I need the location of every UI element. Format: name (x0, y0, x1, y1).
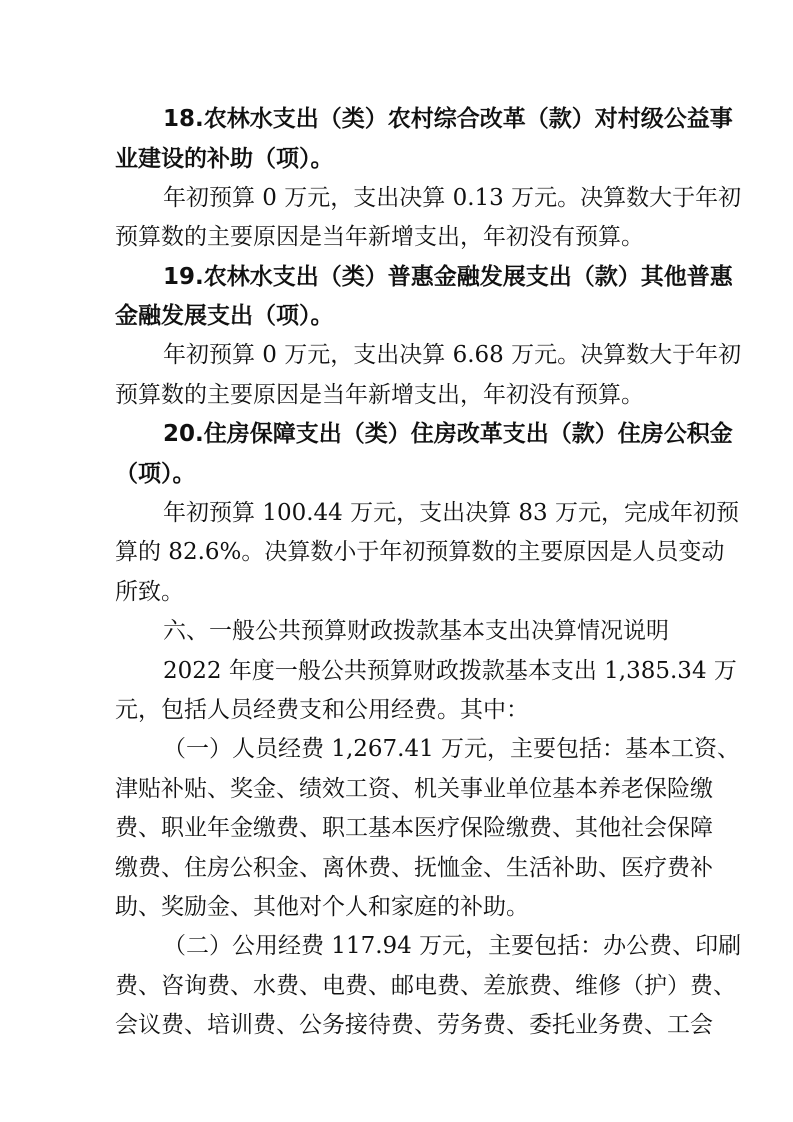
section-18-body-line-1: 年初预算 0 万元，支出决算 0.13 万元。决算数大于年初 (163, 185, 742, 211)
personnel-expense-line-4: 缴费、住房公积金、离休费、抚恤金、生活补助、医疗费补 (115, 855, 713, 881)
section-20-heading-line-1: 20.住房保障支出（类）住房改革支出（款）住房公积金 (163, 421, 733, 447)
section-6-heading: 六、一般公共预算财政拨款基本支出决算情况说明 (163, 618, 669, 644)
section-19-body-line-1: 年初预算 0 万元，支出决算 6.68 万元。决算数大于年初 (163, 342, 742, 368)
section-18-heading-line-2: 业建设的补助（项）。 (115, 146, 334, 172)
section-19-body-line-2: 预算数的主要原因是当年新增支出，年初没有预算。 (115, 382, 644, 408)
public-expense-line-3: 会议费、培训费、公务接待费、劳务费、委托业务费、工会 (115, 1012, 713, 1038)
section-18-body-line-2: 预算数的主要原因是当年新增支出，年初没有预算。 (115, 224, 644, 250)
section-19-heading-line-1: 19.农林水支出（类）普惠金融发展支出（款）其他普惠 (163, 264, 733, 290)
section-20-body-line-3: 所致。 (115, 579, 184, 605)
personnel-expense-line-5: 助、奖励金、其他对个人和家庭的补助。 (115, 894, 529, 920)
section-6-body-line-2: 元，包括人员经费支和公用经费。其中： (115, 697, 529, 723)
section-18-heading-line-1: 18.农林水支出（类）农村综合改革（款）对村级公益事 (163, 106, 733, 132)
section-20-body-line-2: 算的 82.6%。决算数小于年初预算数的主要原因是人员变动 (115, 539, 725, 565)
section-6-body-line-1: 2022 年度一般公共预算财政拨款基本支出 1,385.34 万 (163, 658, 737, 684)
section-20-heading-line-2: （项）。 (115, 461, 196, 487)
section-20-body-line-1: 年初预算 100.44 万元，支出决算 83 万元，完成年初预 (163, 500, 739, 526)
personnel-expense-line-1: （一）人员经费 1,267.41 万元，主要包括：基本工资、 (163, 736, 741, 762)
public-expense-line-1: （二）公用经费 117.94 万元，主要包括：办公费、印刷 (163, 933, 742, 959)
personnel-expense-line-2: 津贴补贴、奖金、绩效工资、机关事业单位基本养老保险缴 (115, 776, 713, 802)
section-19-heading-line-2: 金融发展支出（项）。 (115, 303, 334, 329)
personnel-expense-line-3: 费、职业年金缴费、职工基本医疗保险缴费、其他社会保障 (115, 815, 713, 841)
public-expense-line-2: 费、咨询费、水费、电费、邮电费、差旅费、维修（护）费、 (115, 973, 736, 999)
